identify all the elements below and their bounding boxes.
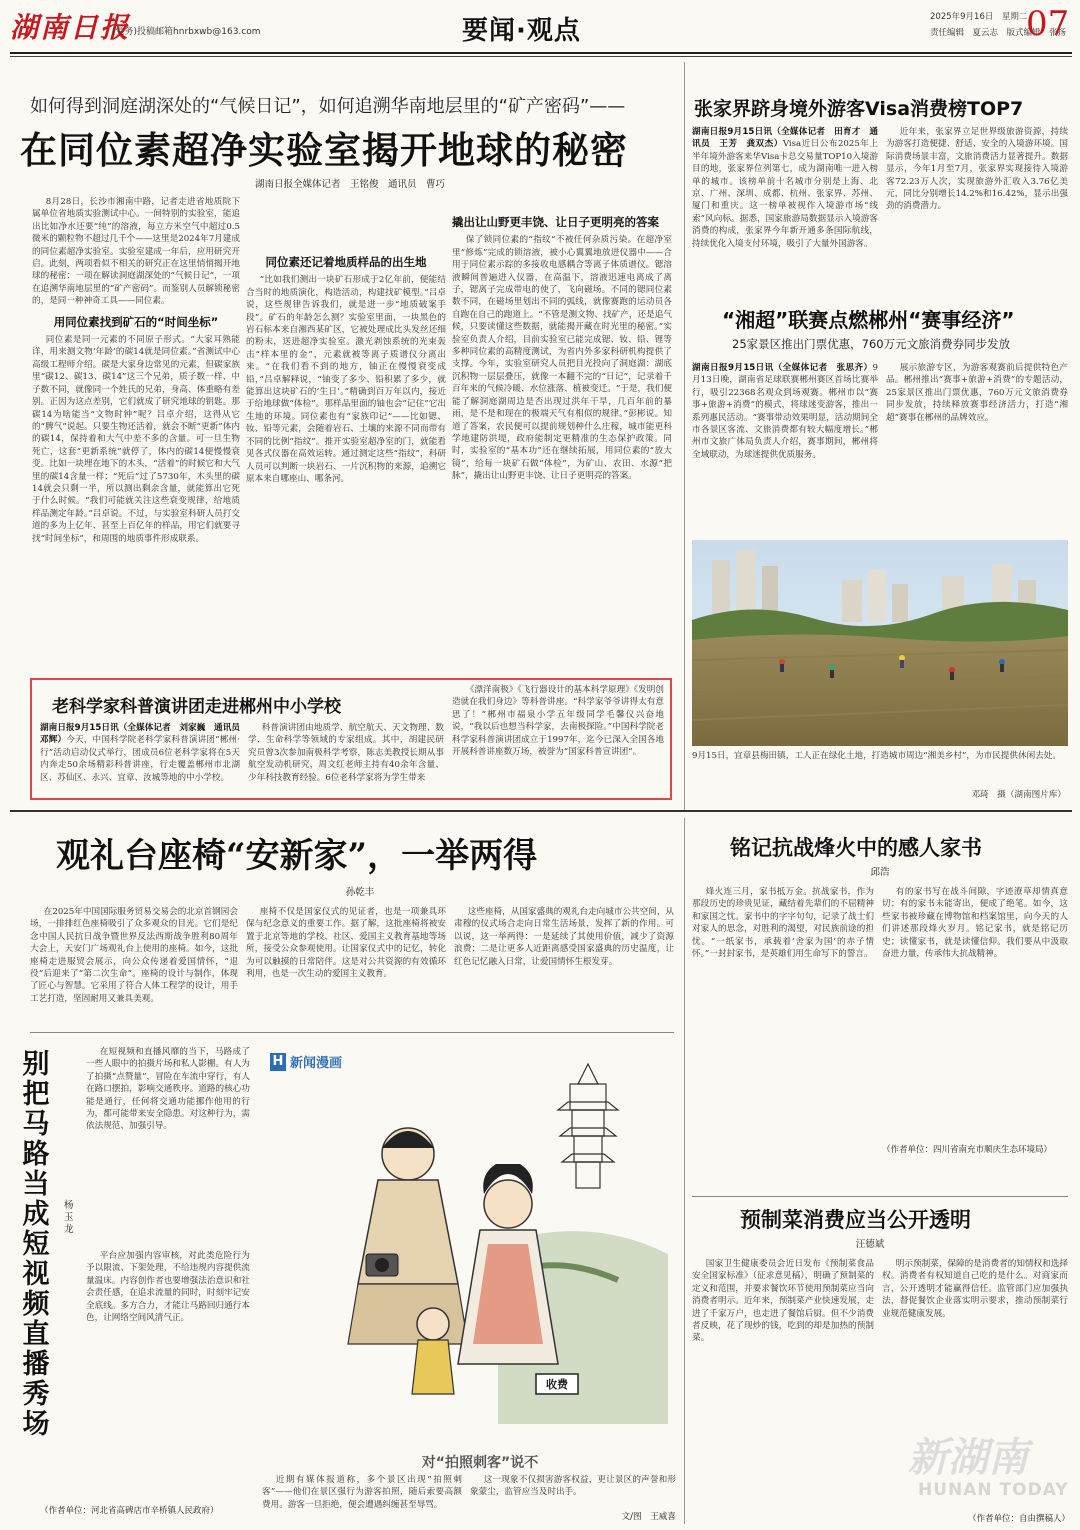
- cartoon-column-2: [470, 1474, 676, 1510]
- email-address: hnrbxwb@163.com: [173, 27, 261, 37]
- science-text: 《漂洋南极》《飞行器设计的基本科学原理》《发明创造就在我们身边》等科普讲座。“科学家爷爷讲得太有意思了！”郴州市福泉小学五年级同学毛馨仪兴奋地说，“我以后也想当科学家，去南极探险。”中国科学院老科学家科普演讲团成立于1997年，迄今已深入全国各地开展科普讲座数万场，被誉为“国家科普宣讲团”。: [452, 685, 664, 758]
- seats-text: 在2025年中国国际服务贸易交易会的北京首钢园会场，一排排红色座椅吸引了众多观众的目光。它们是纪念中国人民抗日战争暨世界反法西斯战争胜利80周年大会上，天安门广场观礼台上使用的座椅。如今，这批座椅走进服贸会展示，向公众传递着爱国情怀，“退役”后迎来了“第二次生命”。座椅的设计与制作，体现了匠心与智慧。它采用了符合人体工程学的设计，用手工艺打造，坚固耐用又兼具美观。: [30, 907, 238, 1004]
- field-photo-image: [692, 540, 1068, 746]
- livestream-title-char: 直: [22, 1319, 50, 1350]
- letters-column-2: [882, 886, 1068, 1136]
- letters-text: 烽火连三月，家书抵万金。抗战家书，作为那段历史的珍贵见证，藏结着先辈们的不屈精神和家国之忱。家书中的字字句句，记录了战士们对家人的思念，对胜利的渴望，对民族前途的担忧。“一纸家书，承载着‘舍家为国’的赤子情怀。”一封封家书，是英雄们用生命写下的誓言。: [692, 887, 874, 960]
- visa-headline: 张家界跻身境外游客Visa消费榜TOP7: [694, 98, 1024, 120]
- visa-column-2: [886, 126, 1068, 294]
- field-photo: [692, 540, 1068, 746]
- livestream-title-char: 成: [22, 1199, 50, 1230]
- section-rule: [10, 810, 1072, 812]
- lead-subhead-2: 同位素还记着地质样品的出生地: [265, 255, 427, 269]
- masthead-rule: [10, 52, 1072, 54]
- lead-column-3: [452, 196, 672, 666]
- lead-paragraph: 保了锁同位素的“指纹”不被任何杂质污染。在超净室里“修炼”完成的锁溶液，被小心翼翼地放进仪器中——合用于同位素示踪的多接收电感耦合等离子体质谱仪。锶溶液瞬间普遍进入仪器，在高温下，溶液迅速电离成了离子，锶离子完成带电的使了，飞向磁场。不同的锶同位素数不同，在磁场里划出不同的弧线，就像赛跑的运动员各自跑在自己的跑道上。“不管是测文物、找矿产，还是追气候，只要读懂这些数据，就能揭开藏在时光里的秘密。”实验室负责人介绍，目前实验室已能完成锶、钕、铅、锂等多种同位素的高精度测试，为省内外多家科研机构提供了支撑。今年，实验室研究人员把目光投向了洞庭湖：湖底沉积物一层层叠压，就像一本翻不完的“日记”，记录着千百年来的气候冷暖、水位涨落、植被变迁。“于是，我们便能了解洞庭湖周边是否出现过洪年干旱，几百年前的暴雨，是不是和现在的极端天气有相似的规律。”彭彬说。知道了答案，农民便可以提前规划种什么庄稼，城市能更科学地建防洪堤，政府能制定更精准的生态保护政策。同时，实验室的“基本功”还在继续拓展，用同位素的“放大镜”，给每一块矿石做“体检”，为矿山、农田、水源“把脉”，撬出让山野更丰饶、让日子更明亮的答案。: [452, 235, 672, 482]
- livestream-title-char: 播: [22, 1349, 50, 1380]
- lead-subhead-1: 用同位素找到矿石的“时间坐标”: [53, 314, 219, 329]
- seats-column-1: [30, 906, 238, 1026]
- letters-footer: （作者单位：四川省南充市顺庆生态环境局）: [882, 1145, 1053, 1155]
- prefab-column-1: [692, 1258, 874, 1514]
- livestream-text: 平台应加强内容审核，对此类危险行为予以限流、下架处理，不给违规内容提供流量温床。内容创作者也要增强法治意识和社会责任感，在追求流量的同时，时刻牢记安全底线。多方合力，才能让马路回归通行本色，让网络空间风清气正。: [86, 1251, 250, 1324]
- livestream-title: [18, 1050, 58, 1450]
- xiangchao-headline: “湘超”联赛点燃郴州“赛事经济”: [722, 308, 1015, 332]
- science-text: 今天，中国科学院老科学家科普演讲团“郴州·行”活动启动仪式举行，团成员6位老科学家将在5天内奔走50余场精彩科普讲座，行走覆盖郴州市北湖区、苏仙区、永兴、宜章、汝城等地的中小学校。: [40, 735, 240, 783]
- lead-headline: 在同位素超净实验室揭开地球的秘密: [20, 129, 628, 172]
- xiangchao-dateline: 湖南日报9月15日讯（全媒体记者 张思齐）: [692, 363, 873, 373]
- livestream-column-2: [86, 1250, 250, 1482]
- cartoon-badge-label: 新闻漫画: [290, 1056, 343, 1071]
- xiangchao-column-1: [692, 362, 878, 530]
- livestream-title-char: 短: [22, 1229, 50, 1260]
- prefab-footer: （作者单位：自由撰稿人）: [967, 1514, 1070, 1524]
- newspaper-logo: 湖南日报: [10, 11, 131, 44]
- science-box-col-2: [248, 722, 444, 794]
- livestream-author: 杨玉龙: [64, 1200, 74, 1235]
- letters-column-1: [692, 886, 874, 1186]
- watermark-en: HUNAN TODAY: [918, 1480, 1069, 1500]
- seats-headline: 观礼台座椅“安新家”，一举两得: [56, 836, 538, 876]
- livestream-title-char: 路: [22, 1139, 50, 1170]
- livestream-title-char: 频: [22, 1289, 50, 1320]
- masthead-rule-thin: [10, 56, 1072, 57]
- visa-text: Visa近日公布2025年上半年境外游客来华Visa卡总交易量TOP10入境游目的地，张家界位列第七，成为湖南唯一进入榜单的城市。该榜单前十名城市分别是上海、北京、广州、深圳、成都、杭州、张家界、苏州、厦门和重庆。这一榜单被视作入境游市场“线索”风向标。据悉，国家旅游局数据显示入境游客消费的构成，张家界今年新开通多条国际航线，持续优化入境支付环境，吸引了大量外国游客。: [692, 139, 878, 249]
- cartoon-text: 这一现象不仅损害游客权益，更让景区的声誉和形象蒙尘，监管应当及时出手。: [470, 1475, 676, 1498]
- cartoon-column-1: [262, 1474, 462, 1522]
- page-number: 07: [1026, 4, 1070, 44]
- xiangchao-text: 展示旅游专区，为游客观赛前后提供特色产品。郴州推出“赛事+旅游+消费”的专题活动，25家景区推出门票优惠，760万元文旅消费券同步发放，持续释放赛事经济活力，打造“湘超”赛事在郴州的品牌效应。: [886, 363, 1068, 423]
- cartoon-badge-icon: H: [270, 1053, 286, 1071]
- editors-line: 责任编辑 夏云志 版式编辑 张扬: [930, 28, 1067, 38]
- science-text: 科普演讲团由地质学、航空航天、天文物理、数学、生命科学等领域的专家组成。其中，胡建民研究员曾3次参加南极科学考察，陈志美教授长期从事航空发动机研究，周文红老师主持有40余年含量、少年科技教育经验。6位老科学家将为学生带来: [248, 723, 444, 783]
- photo-caption-text: 9月15日，宜章县梅田镇，工人正在绿化土地，打造城市周边“湘美乡村”，为市民提供休闲去处。: [692, 751, 1061, 761]
- cartoon-illustration: [258, 1044, 678, 1444]
- letters-rule: [692, 1196, 1068, 1197]
- lead-subhead-3: 撬出让山野更丰饶、让日子更明亮的答案: [452, 215, 659, 229]
- cartoon-title: 对“拍照刺客”说不: [421, 1455, 539, 1471]
- livestream-title-char: 视: [22, 1259, 50, 1290]
- prefab-text: 明示预制菜，保障的是消费者的知情权和选择权。消费者有权知道自己吃的是什么。对商家而言，公开透明才能赢得信任。监管部门应加强执法，督促餐饮企业落实明示要求，推动预制菜行业规范健康发展。: [882, 1259, 1068, 1319]
- prefab-author: 汪德斌: [855, 1239, 885, 1250]
- letters-author: 邱浩: [870, 867, 890, 878]
- cartoon-panel: [258, 1044, 678, 1444]
- lead-paragraph: 同位素是同一元素的不同原子形式。“大家耳熟能详，用来测文物‘年龄’的碳14就是同位素。”省测试中心高级工程师介绍。碳是大家身边常见的元素，但碳家族里“碳12、碳13、碳14”这三个兄弟，质子数一样、中子数不同，就像同一个姓氏的兄弟，身高、体重略有差别。正因为这点差别，它们就成了研究地球的钥匙。那碳14为啥能当“文物时钟”呢？吕卓介绍，这得从它的“脾气”说起。只要生物还活着，就会不断“更新”体内的碳14，保持着和大气中差不多的含量。可一旦生物死亡，这套“更新系统”就停了，体内的碳14便慢慢衰变。比如一块埋在地下的木头，“活着”的时候它和大气里的碳14含量一样；“死后”过了5730年，木头里的碳14就会只剩一半，所以测出剩余含量，就能算出它死于什么时候。“我们可能就关注这些衰变规律，给地质样品测定年龄。”吕卓说。不过，与实验室科研人员打交道的多为上亿年、甚至上百亿年的样品，用它们就要寻找“时间坐标”，和周围的地质事件形成联系。: [32, 335, 240, 544]
- livestream-title-chars: [18, 1050, 58, 1440]
- email-line: [112, 24, 261, 37]
- livestream-text: 在短视频和直播风靡的当下，马路成了一些人眼中的拍摄片场和私人影棚。有人为了拍摄“点赞量”，冒险在车流中穿行，有人在路口摆拍，影响交通秩序。道路的核心功能是通行，任何将交通功能挪作他用的行为，都可能带来安全隐患。对这种行为，需依法规范、加强引导。: [86, 1047, 250, 1132]
- lead-paragraph: “比如我们测出一块矿石形成于2亿年前，便能结合当时的地质演化，构造活动，构建找矿模型。”吕卓说，这些规律告诉我们，就是进一步“地质破案手段”。矿石的年龄怎么测？实验室里面，一块黑色的岩石标本来自湘西某矿区，它被处理成比头发丝还细的粉末，送进超净实验室。激光剥蚀系统的光束轰击“样本里的金”，元素就被等离子质谱仪分离出来。“在我们看不到的地方，铀正在慢慢衰变成铅，”吕卓解释说，“铀变了多少、铅积累了多少，就能算出这块矿石的‘生日’。”精确到百万年以内，接近于给地球做“体检”。那样品里面的铀也会“记住”它出生地的环境。同位素也有“家族印记”——比如锶、钕、铅等元素，会随着岩石、土壤的来源不同而带有不同的比例“指纹”。推开实验室超净室的门，就能看见各式仪器在高效运转。通过测定这些“指纹”，科研人员可以判断一块岩石、一片沉积物的来源，追溯它原本来自哪座山、哪条河。: [246, 275, 446, 484]
- visa-dateline: 湖南日报9月15日讯（全媒体记者 田育才 通讯员 王芳 龚双杰）: [692, 127, 878, 150]
- watermark-logo: 新湖南: [908, 1435, 1028, 1481]
- masthead: [0, 0, 1080, 52]
- cartoon-fee-sign: 收费: [546, 1378, 568, 1391]
- column-divider: [684, 62, 685, 810]
- xiangchao-subtitle: 25家景区推出门票优惠，760万元文旅消费券同步发放: [732, 337, 1011, 351]
- science-dateline: 湖南日报9月15日讯（全媒体记者 刘家巍 通讯员 邓辉）: [40, 723, 249, 746]
- livestream-title-char: 场: [22, 1409, 50, 1440]
- issue-date: 2025年9月16日 星期二: [930, 12, 1028, 22]
- xiangchao-text: 9月13日晚，湖南省足球联赛郴州赛区首场比赛举行，吸引22368名观众到场观赛。郴州市以“赛事+旅游+消费”的模式，将球迷变游客，推出一系列惠民活动。“赛事带动效果明显，活动期间全市各景区客流、文旅消费都有较大幅度增长。”郴州市文旅广体局负责人介绍，赛事期间，郴州将全域联动，为球迷提供优质服务。: [692, 363, 878, 460]
- seats-author: 孙乾丰: [345, 887, 375, 898]
- xiangchao-column-2: [886, 362, 1068, 530]
- science-box-title: 老科学家科普演讲团走进郴州中小学校: [52, 697, 341, 717]
- seats-rule: [30, 1032, 674, 1033]
- letters-text: 有的家书写在战斗间隙，字迹潦草却情真意切；有的家书未能寄出，便成了绝笔。如今，这些家书被珍藏在博物馆和档案馆里，向今天的人们讲述那段烽火岁月。铭记家书，就是铭记历史；读懂家书，就是读懂信仰。我们要从中汲取奋进力量，传承伟大抗战精神。: [882, 887, 1068, 960]
- visa-column-1: [692, 126, 878, 294]
- photo-caption: [692, 750, 1068, 786]
- seats-text: 座椅不仅是国家仪式的见证者，也是一项兼具环保与纪念意义的重要工作。据了解，这批座椅将被安置于北京等地的学校、社区、爱国主义教育基地等场所，接受公众参观使用。让国家仪式中的记忆，转化为可以触摸的日常陪伴。这是对公共资源的有效循环利用，也是一次生动的爱国主义教育。: [246, 907, 446, 980]
- photo-credit: 邓琦 摄（湖南图片库）: [971, 790, 1066, 800]
- prefab-headline: 预制菜消费应当公开透明: [740, 1207, 971, 1232]
- livestream-footer: （作者单位：河北省高碑店市辛桥镇人民政府）: [40, 1506, 219, 1516]
- seats-column-3: [454, 906, 674, 1026]
- email-label: (党务)投稿邮箱: [112, 27, 174, 37]
- livestream-title-char: 把: [22, 1079, 50, 1110]
- science-box-col-1: [40, 722, 249, 794]
- prefab-text: 国家卫生健康委员会近日发布《预制菜食品安全国家标准》（征求意见稿），明确了预制菜的定义和范围，并要求餐饮环节使用预制菜应当向消费者明示。近年来，预制菜产业快速发展，走进了千家万户，也走进了餐馆后厨。但不少消费者反映，花了现炒的钱，吃到的却是加热的预制菜。: [692, 1259, 874, 1344]
- science-box-col-3: [452, 684, 664, 794]
- lead-column-2: [246, 196, 446, 666]
- lead-kicker: 如何得到洞庭湖深处的“气候日记”，如何追溯华南地层里的“矿产密码”——: [30, 96, 626, 117]
- letters-headline: 铭记抗战烽火中的感人家书: [730, 835, 982, 860]
- livestream-title-char: 马: [22, 1109, 50, 1140]
- lead-paragraph: 8月28日，长沙市湘南中路，记者走进省地质院下属单位省地质实验测试中心。一间特别的实验室，能追出比如净水还要“纯”的溶液，每立方米空气中超过0.5微米的颗粒物不超过几千个——这里是2024年7月建成的同位素超净实验室。实验室建成一年后，应用研究开启。此刻，两项看似不相关的研究正在这里悄悄揭开地球的秘密：一项在解读洞庭湖深处的“气候日记”，一项在追溯华南地层里的“矿产密码”。而鉴别人员解锁秘密的，是同一种神奇工具——同位素。: [32, 197, 240, 307]
- livestream-title-char: 当: [22, 1169, 50, 1200]
- cartoon-credit: 文/图 王威喜: [621, 1512, 676, 1522]
- section-title: 要闻·观点: [462, 16, 581, 46]
- livestream-title-char: 秀: [22, 1379, 50, 1410]
- seats-text: 这些座椅，从国家盛典的观礼台走向城市公共空间，从肃穆的仪式场合走向日常生活场景，发挥了新的作用。可以说，这一举两得：一是延续了其使用价值，减少了资源浪费；二是让更多人近距离感受国家盛典的历史温度，让红色记忆融入日常，让爱国情怀生根发芽。: [454, 907, 675, 967]
- cartoon-text: 近期有媒体报道称，多个景区出现“拍照刺客”——他们在景区强行为游客拍照，随后索要高额费用。游客一旦拒绝，便会遭遇纠缠甚至辱骂。: [262, 1475, 462, 1510]
- lead-byline: 湖南日报全媒体记者 王铭俊 通讯员 曹巧: [254, 179, 445, 190]
- livestream-column-1: [86, 1046, 250, 1246]
- visa-text: 近年来，张家界立足世界级旅游资源，持续为游客打造便捷、舒适、安全的入境游环境。国际消费场景丰富，文旅消费活力显著提升。数据显示，今年1月至7月，张家界实现接待入境游客72.23万人次，实现旅游外汇收入3.76亿美元，同比分别增长14.2%和16.42%，显示出强劲的消费潜力。: [886, 127, 1068, 212]
- seats-column-2: [246, 906, 446, 1026]
- livestream-title-char: 别: [22, 1049, 50, 1080]
- lead-column-1: [32, 196, 240, 666]
- column-divider-lower: [684, 818, 685, 1524]
